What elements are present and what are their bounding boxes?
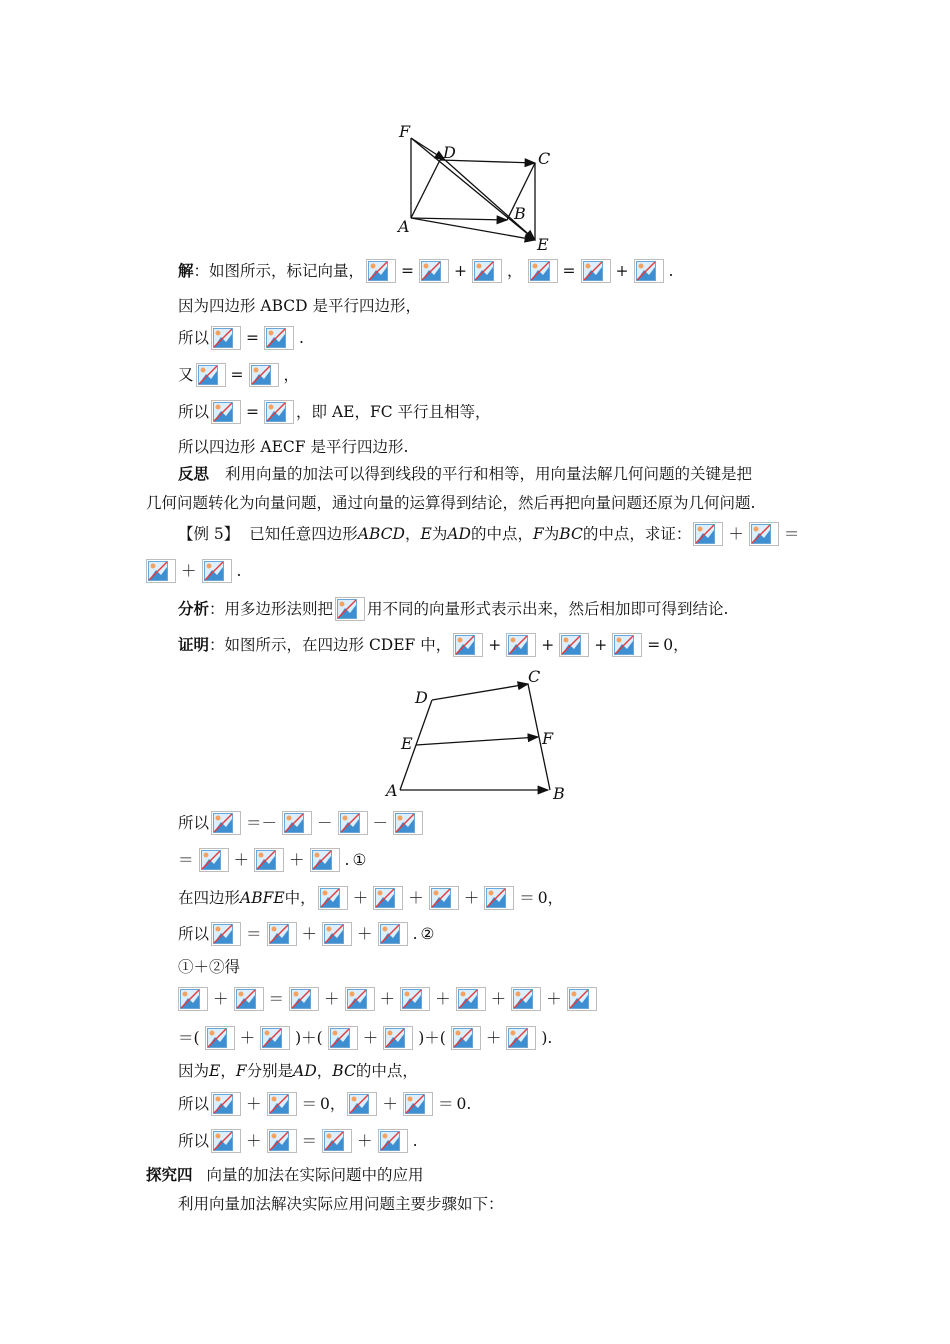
broken-image-icon xyxy=(634,259,664,283)
broken-image-icon xyxy=(528,259,558,283)
eq-line-5 xyxy=(178,956,240,978)
text: 的中点，求证： xyxy=(582,525,692,543)
broken-image-icon xyxy=(199,848,229,872)
text: 因为四边形 ABCD 是平行四边形， xyxy=(178,297,422,315)
label-E: E xyxy=(537,235,549,254)
text: ABCD xyxy=(357,525,405,543)
text: 利用向量的加法可以得到线段的平行和相等，用向量法解几何问题的关键是把 xyxy=(225,465,753,483)
text: 0. xyxy=(456,1095,472,1113)
label-E: E xyxy=(401,734,413,753)
broken-image-icon xyxy=(249,363,279,387)
analysis-line xyxy=(178,597,728,621)
broken-image-icon xyxy=(429,886,459,910)
broken-image-icon xyxy=(289,987,319,1011)
proof-label: 证明 xyxy=(178,636,210,654)
broken-image-icon xyxy=(400,987,430,1011)
broken-image-icon xyxy=(338,811,368,835)
broken-image-icon xyxy=(506,1026,536,1050)
reflection-line-1 xyxy=(178,463,752,485)
text: F xyxy=(235,1062,247,1080)
solution-text: ：如图所示，标记向量， xyxy=(193,262,365,280)
text: 的中点， xyxy=(355,1062,418,1080)
broken-image-icon xyxy=(211,1092,241,1116)
analysis-label: 分析 xyxy=(178,600,210,618)
label-D: D xyxy=(443,143,456,162)
label-B: B xyxy=(514,204,526,223)
eq-line-3: 在四边形 ABFE 中， ＋ ＋ ＋ ＝ 0， xyxy=(178,886,563,910)
label-F: F xyxy=(542,729,554,748)
text: BC xyxy=(559,525,583,543)
text: ② xyxy=(420,925,435,943)
solution-label: 解 xyxy=(178,262,194,280)
broken-image-icon xyxy=(310,848,340,872)
text: ：用多边形法则把 xyxy=(209,600,334,618)
example5-line-2: ＋ . xyxy=(144,559,244,583)
broken-image-icon xyxy=(749,522,779,546)
broken-image-icon xyxy=(260,1026,290,1050)
eq-line-2: ＝ ＋ ＋ . ① xyxy=(178,848,366,872)
text: 所以 xyxy=(178,925,210,943)
eq-line-8 xyxy=(178,1060,418,1082)
reflection-line-2 xyxy=(146,492,755,514)
text: ，即 AE，FC 平行且相等， xyxy=(296,403,491,421)
broken-image-icon xyxy=(345,987,375,1011)
text: 利用向量加法解决实际应用问题主要步骤如下： xyxy=(178,1195,504,1213)
eq-line-10: 所以 ＋ ＝ ＋ . xyxy=(178,1129,421,1153)
broken-image-icon xyxy=(267,922,297,946)
text: 所以 xyxy=(178,1132,210,1150)
broken-image-icon xyxy=(282,811,312,835)
text: ①＋②得 xyxy=(178,958,241,976)
text: 分别是 xyxy=(246,1062,294,1080)
broken-image-icon xyxy=(451,1026,481,1050)
text: AD xyxy=(293,1062,317,1080)
text: 几何问题转化为向量问题，通过向量的运算得到结论，然后再把向量问题还原为几何问题. xyxy=(146,494,756,512)
broken-image-icon xyxy=(267,1092,297,1116)
broken-image-icon xyxy=(419,259,449,283)
label-F: F xyxy=(399,122,411,141)
label-C: C xyxy=(528,667,541,686)
broken-image-icon xyxy=(393,811,423,835)
broken-image-icon xyxy=(567,987,597,1011)
text: ABFE xyxy=(240,889,285,907)
text: 0， xyxy=(663,636,689,654)
text: 所以四边形 AECF 是平行四边形. xyxy=(178,438,409,456)
broken-image-icon xyxy=(403,1092,433,1116)
broken-image-icon xyxy=(211,811,241,835)
broken-image-icon xyxy=(373,886,403,910)
broken-image-icon xyxy=(254,848,284,872)
text: 又 xyxy=(178,366,194,384)
broken-image-icon xyxy=(378,922,408,946)
broken-image-icon xyxy=(318,886,348,910)
figure-quadrilateral xyxy=(380,665,570,805)
text: 0， xyxy=(537,889,564,907)
eq-line-6: ＋ ＝ ＋ ＋ ＋ ＋ ＋ xyxy=(176,987,599,1011)
reflection-label: 反思 xyxy=(178,465,210,483)
text-line-6 xyxy=(178,436,408,458)
solution-line-1: 解 ：如图所示，标记向量， = + ， = + . xyxy=(178,259,676,283)
broken-image-icon xyxy=(511,987,541,1011)
text-line-5: 所以 = ，即 AE，FC 平行且相等， xyxy=(178,400,491,424)
text: 在四边形 xyxy=(178,889,241,907)
text: 为 xyxy=(543,525,560,543)
eq-line-7: ＝( ＋ )＋( ＋ )＋( ＋ ). xyxy=(178,1026,555,1050)
text: 已知任意四边形 xyxy=(249,525,358,543)
broken-image-icon xyxy=(322,922,352,946)
broken-image-icon xyxy=(347,1092,377,1116)
broken-image-icon xyxy=(211,922,241,946)
broken-image-icon xyxy=(328,1026,358,1050)
text: 的中点， xyxy=(470,525,533,543)
label-B: B xyxy=(553,784,565,803)
text: ， xyxy=(220,1062,236,1080)
text: 中， xyxy=(284,889,316,907)
broken-image-icon xyxy=(581,259,611,283)
broken-image-icon xyxy=(366,259,396,283)
broken-image-icon xyxy=(378,1129,408,1153)
broken-image-icon xyxy=(205,1026,235,1050)
broken-image-icon xyxy=(453,633,483,657)
broken-image-icon xyxy=(211,1129,241,1153)
text-line-2 xyxy=(178,295,421,317)
text: 0， xyxy=(320,1095,346,1113)
label-D: D xyxy=(415,688,428,707)
text: ， xyxy=(316,1062,333,1080)
broken-image-icon xyxy=(559,633,589,657)
text: 为 xyxy=(431,525,448,543)
broken-image-icon xyxy=(211,400,241,424)
broken-image-icon xyxy=(178,987,208,1011)
text: ， xyxy=(404,525,421,543)
label-A: A xyxy=(386,781,398,800)
text: 用不同的向量形式表示出来，然后相加即可得到结论. xyxy=(367,600,729,618)
text: ：如图所示，在四边形 CDEF 中， xyxy=(209,636,452,654)
text: 所以 xyxy=(178,814,210,832)
example-label: 【例 5】 xyxy=(178,525,240,543)
text: E xyxy=(420,525,432,543)
broken-image-icon xyxy=(484,886,514,910)
broken-image-icon xyxy=(456,987,486,1011)
text: 所以 xyxy=(178,329,210,347)
broken-image-icon xyxy=(146,559,176,583)
section-heading xyxy=(146,1164,424,1186)
example5-line-1: 【例 5】 已知任意四边形 ABCD ， E 为 AD 的中点， F 为 BC 的中点，求证： ＋ ＝ xyxy=(178,522,802,546)
section-title: 向量的加法在实际问题中的应用 xyxy=(206,1166,424,1184)
text: 因为 xyxy=(178,1062,210,1080)
label-A: A xyxy=(398,217,410,236)
broken-image-icon xyxy=(211,326,241,350)
eq-line-9: 所以 ＋ ＝ 0， ＋ ＝ 0. xyxy=(178,1092,471,1116)
text: E xyxy=(209,1062,221,1080)
text: ① xyxy=(352,851,367,869)
broken-image-icon xyxy=(264,400,294,424)
broken-image-icon xyxy=(322,1129,352,1153)
text: F xyxy=(532,525,544,543)
text-line-3: 所以 = . xyxy=(178,326,307,350)
broken-image-icon xyxy=(383,1026,413,1050)
proof-line: 证明 ：如图所示，在四边形 CDEF 中， + + + = 0， xyxy=(178,633,689,657)
broken-image-icon xyxy=(267,1129,297,1153)
text: 所以 xyxy=(178,1095,210,1113)
broken-image-icon xyxy=(506,633,536,657)
text: AD xyxy=(447,525,471,543)
broken-image-icon xyxy=(196,363,226,387)
text-line-4: 又 = ， xyxy=(178,363,302,387)
broken-image-icon xyxy=(202,559,232,583)
broken-image-icon xyxy=(472,259,502,283)
broken-image-icon xyxy=(335,597,365,621)
eq-line-1: 所以 ＝－ － － xyxy=(178,811,425,835)
label-C: C xyxy=(538,149,551,168)
broken-image-icon xyxy=(612,633,642,657)
broken-image-icon xyxy=(234,987,264,1011)
text: BC xyxy=(332,1062,356,1080)
figure-parallelogram xyxy=(390,118,565,258)
section-label: 探究四 xyxy=(146,1166,193,1184)
section-intro xyxy=(178,1193,504,1215)
broken-image-icon xyxy=(693,522,723,546)
eq-line-4: 所以 ＝ ＋ ＋ . ② xyxy=(178,922,434,946)
text: 所以 xyxy=(178,403,210,421)
broken-image-icon xyxy=(264,326,294,350)
